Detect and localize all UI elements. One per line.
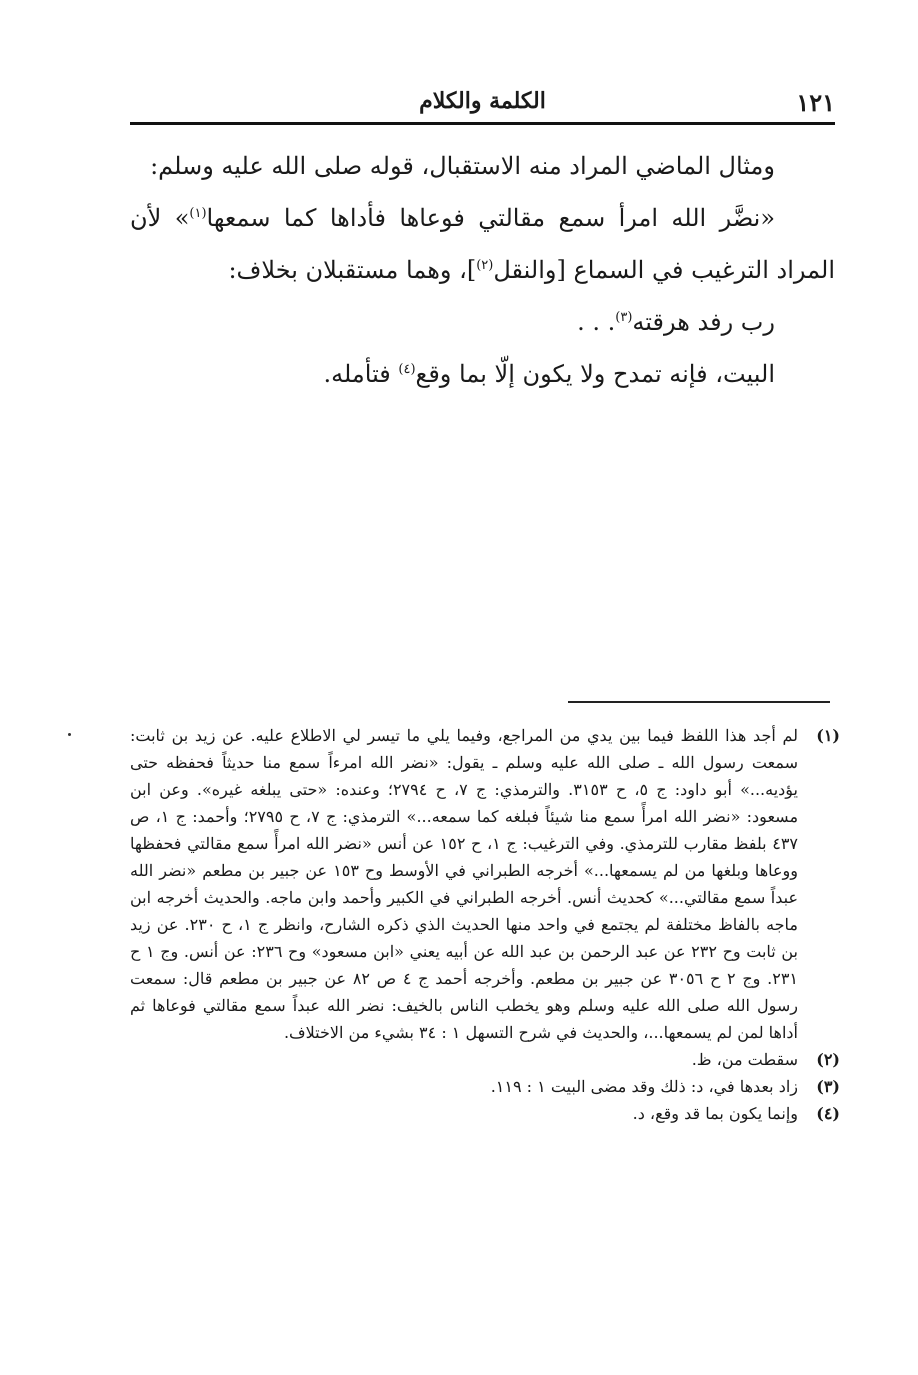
page-number: ١٢١	[796, 88, 835, 117]
hadith-quote: «نضَّر الله امرأ سمع مقالتي فوعاها فأداها كما سمعها	[206, 204, 776, 232]
footnote-2	[130, 1046, 840, 1073]
footnote-mark: (١)	[816, 726, 840, 745]
footnote-3	[130, 1073, 840, 1100]
running-title: الكلمة والكلام	[419, 88, 546, 114]
print-speck	[68, 733, 71, 736]
note-ref-4: (٤)	[398, 362, 416, 377]
paragraph-2	[130, 192, 835, 296]
footnote-separator	[568, 701, 830, 703]
footnote-text: وإنما يكون بما قد وقع، د.	[632, 1104, 798, 1123]
note-ref-2: (٢)	[476, 258, 494, 273]
running-header	[130, 88, 835, 125]
main-text	[130, 140, 835, 400]
paragraph-4-part-1: البيت، فإنه تمدح ولا يكون إلّا بما وقع	[415, 360, 775, 388]
paragraph-3	[130, 296, 835, 348]
verse-fragment: رب رفد هرقته	[632, 308, 775, 336]
paragraph-1: ومثال الماضي المراد منه الاستقبال، قوله صلى الله عليه وسلم:	[150, 152, 775, 180]
footnote-text: لم أجد هذا اللفظ فيما بين يدي من المراجع، وفيما يلي ما تيسر لي الاطلاع عليه. عن زيد بن ثابت: سمعت رسول الله ـ صلى الله عليه وسلم ـ يقول: «نضر الله امرءاً سمع منا حديثاً فحفظه حتى يؤديه...» أبو داود: ج ٥، ح ٣١٥٣. والترمذي: ج ٧، ح ٢٧٩٤؛ وعنده: «حتى يبلغه غيره». وعن ابن مسعود: «نضر الله امرأً سمع منا شيئاً فبلغه كما سمعه...» الترمذي: ج ٧، ح ٢٧٩٥؛ وأحمد: ج ١، ص ٤٣٧ بلفظ مقارب للترمذي. وفي الترغيب: ج ١، ح ١٥٢ عن أنس «نضر الله امرأً سمع مقالتي فحفظها ووعاها وبلغها من لم يسمعها...» أخرجه الطبراني في الأوسط وح ١٥٣ عن جبير بن مطعم «نضر الله عبداً سمع مقالتي...» كحديث أنس. أخرجه الطبراني في الكبير وأحمد وابن ماجه. والحديث أخرجه ابن ماجه بالفاظ مختلفة لم يجتمع في واحد منها الحديث الذي ذكره الشارح، وانظر ج ١، ح ٢٣٠. عن زيد بن ثابت وح ٢٣٢ عن عبد الرحمن بن عبد الله عن أبيه يعني «ابن مسعود» وح ٢٣٦: عن أنس. وج ١ ح ٢٣١. وج ٢ ح ٣٠٥٦ عن جبير بن مطعم. وأخرجه أحمد ج ٤ ص ٨٢ عن جبير بن مطعم قال: سمعت رسول الله صلى الله عليه وسلم وهو يخطب الناس بالخيف: نضر الله عبداً سمع مقالتي فوعاها ثم أداها لمن لم يسمعها...، والحديث في شرح التسهل ١ : ٣٤ بشيء من الاختلاف.	[130, 726, 799, 1042]
paragraph-2-part-3: ]، وهما مستقبلان بخلاف:	[228, 256, 477, 284]
paragraph-4	[130, 348, 835, 400]
paragraph-4-part-2: فتأمله.	[323, 360, 399, 388]
footnote-4	[130, 1100, 840, 1127]
paragraph-2-part-2: » لأن المراد الترغيب في السماع [والنقل	[130, 204, 835, 284]
footnote-text: سقطت من، ظ.	[691, 1050, 798, 1069]
footnote-mark: (٢)	[816, 1050, 840, 1069]
footnote-mark: (٤)	[816, 1104, 840, 1123]
footnote-1	[130, 722, 840, 1046]
footnote-text: زاد بعدها في، د: ذلك وقد مضى البيت ١ : ١١٩.	[490, 1077, 798, 1096]
note-ref-1: (١)	[189, 206, 207, 221]
ellipsis: . . .	[577, 308, 616, 336]
footnotes	[130, 722, 840, 1127]
note-ref-3: (٣)	[615, 310, 633, 325]
footnote-mark: (٣)	[816, 1077, 840, 1096]
